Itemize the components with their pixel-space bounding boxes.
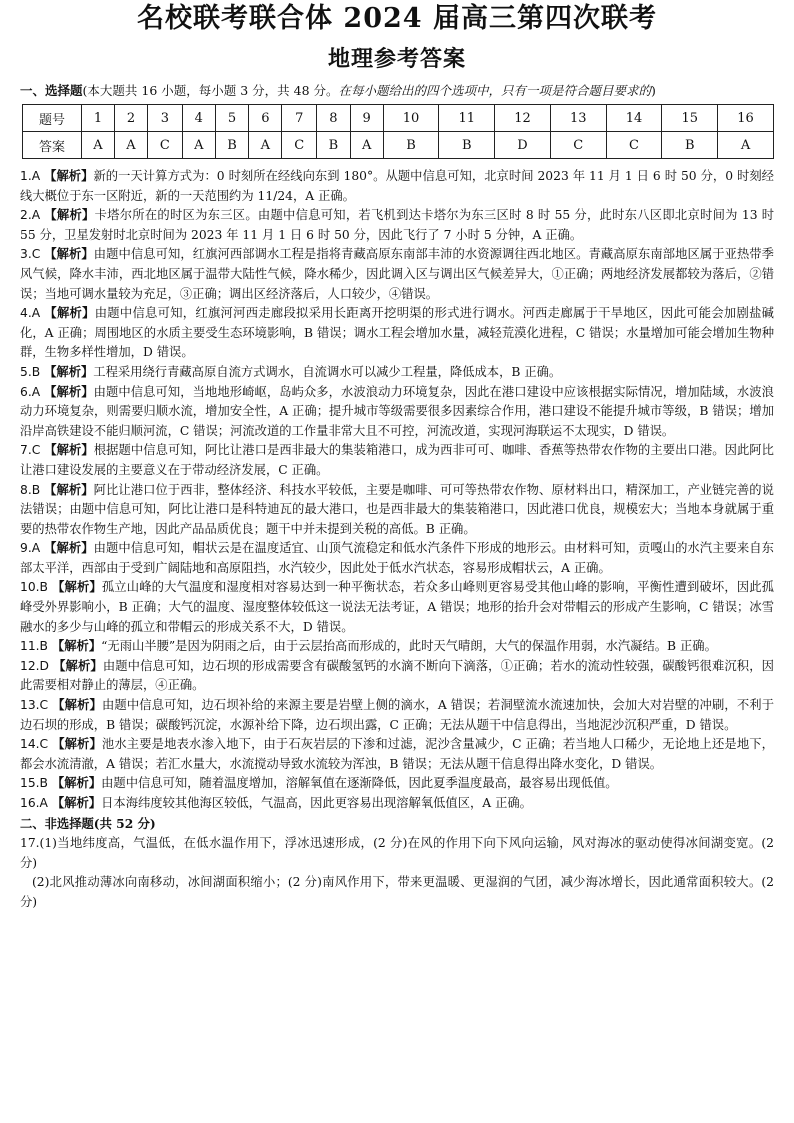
q17-part-1: 17.(1)当地纬度高，气温低，在低水温作用下，浮冰迅速形成，(2 分)在风的作用下向下风向运输，风对海冰的驱动使得冰间湖变宽。(2 分) (20, 836, 774, 870)
item-number: 2.A (20, 208, 41, 223)
answer-table-row-answers (23, 132, 774, 159)
answer-cell: B (215, 132, 249, 159)
item-number: 10.B (20, 580, 48, 595)
question-number: 15 (662, 105, 718, 132)
analysis-tag: 【解析】 (52, 580, 102, 595)
q17-part-2: (2)北风推动薄冰向南移动，冰间湖面积缩小；(2 分)南风作用下，带来更温暖、更湿润的气团，减少海冰增长，因此通常面积较大。(2 分) (20, 875, 774, 909)
item-text: 根据题中信息可知，阿比让港口是西非最大的集装箱港口，成为西非可可、咖啡、香蕉等热带农作物的主要出口港。因此阿比让港口建设发展的主要意义在于带动经济发展，C 正确。 (20, 443, 774, 477)
analysis-tag: 【解析】 (44, 541, 94, 556)
section-heading-non-choice (20, 814, 774, 835)
answer-cell: B (439, 132, 495, 159)
answer-cell: A (182, 132, 215, 159)
item-number: 9.A (20, 541, 41, 556)
exam-title: 名校联考联合体 2024 届高三第四次联考 (137, 3, 657, 34)
item-text: 阿比让港口位于西非，整体经济、科技水平较低，主要是咖啡、可可等热带农作物、原材料出口，精深加工，产业链完善的说法错误；由题中信息可知，阿比让港口是科特迪瓦的最大港口，也是西非最大的集装箱港口，因此港口优良，规模宏大；当地本身就属于重要的热带农作物生产地，因此产品品质优良；题干中并未提到关税的高低。B 正确。 (20, 482, 774, 536)
item-text: 新的一天计算方式为：0 时刻所在经线向东到 180°。从题中信息可知，北京时间 2023 年 11 月 1 日 6 时 50 分，0 时刻经线大概位于东一区附近，新的一天范围约为 11/24，A 正确。 (20, 169, 774, 203)
analysis-tag: 【解析】 (51, 639, 102, 654)
question-number: 8 (317, 105, 351, 132)
section-note-end: ) (651, 83, 656, 98)
question-number: 14 (606, 105, 662, 132)
item-text: 由题中信息可知，红旗河河西走廊段拟采用长距离开挖明渠的形式进行调水。河西走廊属于干旱地区，因此可能会加剧盐碱化，A 正确；周围地区的水质主要受生态环境影响，B 错误；调水工程会增加水量，减轻荒漠化进程，C 错误；水量增加可能会增加生物种群，生物多样性增加，D 错误。 (20, 306, 774, 360)
analysis-tag: 【解析】 (52, 737, 102, 752)
explanation-item (20, 657, 774, 696)
item-number: 14.C (20, 737, 49, 752)
item-number: 12.D (20, 658, 50, 673)
item-text: 孤立山峰的大气温度和湿度相对容易达到一种平衡状态，若众多山峰则更容易受其他山峰的影响，平衡性遭到破坏，因此孤峰受外界影响小，B 正确；大气的温度、湿度整体较低这一说法无法考证，A 错误；地形的抬升会对带帽云的形成产生影响，C 错误；冰雪融水的多少与山峰的孤立和带帽云的形成关系不大，D 错误。 (20, 580, 774, 634)
section-title: 一、选择题 (20, 83, 83, 98)
answer-cell: A (82, 132, 115, 159)
item-text: 工程采用绕行青藏高原自流方式调水，自流调水可以减少工程量，降低成本，B 正确。 (93, 364, 562, 379)
answer-cell: C (148, 132, 183, 159)
explanation-item (20, 735, 774, 774)
explanation-item (20, 383, 774, 442)
answer-cell: C (550, 132, 606, 159)
analysis-tag: 【解析】 (51, 796, 102, 810)
answer-table-row-numbers (23, 105, 774, 132)
answer-cell: C (282, 132, 317, 159)
explanation-item (20, 245, 774, 304)
answer-cell: A (718, 132, 774, 159)
item-text: 由题中信息可知，当地地形崎岖，岛屿众多，水波浪动力环境复杂，因此在港口建设中应该根据实际情况，增加陆域，水波浪动力环境复杂，则需要归顺水流，增加安全性，A 正确；提升城市等级需要很多因素综合作用，港口建设不能提升城市等级，B 错误；增加沿岸高铁建设不能归顺河流，C 错误；河流改道的工作量非常大且不可控，河流改道，实现河海联运不太现实，D 错误。 (20, 384, 774, 438)
item-number: 15.B (20, 776, 48, 791)
section-note: (本大题共 16 小题，每小题 3 分，共 48 分。 (82, 83, 339, 98)
item-text: “无雨山半腰”是因为阴雨之后，由于云层抬高而形成的，此时天气晴朗，大气的保温作用弱，水汽凝结。B 正确。 (101, 639, 717, 654)
analysis-tag: 【解析】 (44, 482, 94, 497)
item-text: 卡塔尔所在的时区为东三区。由题中信息可知，若飞机到达卡塔尔为东三区时 8 时 55 分，此时东八区即北京时间为 13 时 55 分，卫星发射时北京时间为 2023 年 11 月 1 日 6 时 50 分，因此飞行了 7 小时 5 分钟，A 正确。 (20, 208, 774, 242)
item-number: 6.A (20, 384, 41, 399)
question-number: 13 (550, 105, 606, 132)
explanation-item (20, 578, 774, 637)
explanation-item (20, 539, 774, 578)
answer-cell: D (495, 132, 551, 159)
item-number: 7.C (20, 443, 41, 458)
item-number: 5.B (20, 364, 41, 379)
item-text: 由题中信息可知，随着温度增加，溶解氧值在逐渐降低，因此夏季温度最高，最容易出现低值。 (101, 776, 618, 791)
item-text: 池水主要是地表水渗入地下，由于石灰岩层的下渗和过滤，泥沙含量减少，C 正确；若当地人口稀少，无论地上还是地下，都会水流清澈，A 错误；若汇水量大，水流搅动导致水流较为浑浊，B 错误；无法从题干信息得出降水变化，D 错误。 (20, 737, 774, 771)
item-text: 由题中信息可知，边石坝补给的来源主要是岩壁上侧的滴水，A 错误；若洞壁流水流速加快，会加大对岩壁的冲刷，不利于边石坝的形成，B 错误；碳酸钙沉淀，水源补给下降，边石坝出露，C 正确；无法从题干中信息得出，当地泥沙沉积严重，D 错误。 (20, 698, 774, 732)
explanation-item (20, 794, 774, 814)
item-number: 4.A (20, 306, 41, 321)
answer-cell: C (606, 132, 662, 159)
explanation-item (20, 481, 774, 540)
doc-title: 地理参考答案 (327, 47, 466, 72)
item-text: 日本海纬度较其他海区较低，气温高，因此更容易出现溶解氧低值区，A 正确。 (101, 796, 532, 810)
question-number: 4 (182, 105, 215, 132)
explanation-item (20, 363, 774, 383)
answer-cell: A (249, 132, 282, 159)
analysis-tag: 【解析】 (44, 443, 94, 458)
question-number: 10 (383, 105, 439, 132)
analysis-tag: 【解析】 (44, 169, 94, 183)
explanation-item (20, 696, 774, 735)
item-number: 16.A (20, 796, 48, 810)
analysis-tag: 【解析】 (52, 698, 102, 713)
explanation-item (20, 167, 774, 206)
section-heading-multiple-choice (20, 82, 774, 100)
analysis-tag: 【解析】 (53, 658, 103, 673)
question-number: 16 (718, 105, 774, 132)
question-number: 5 (215, 105, 249, 132)
item-text: 由题中信息可知，帽状云是在温度适宜、山顶气流稳定和低水汽条件下形成的地形云。由材料可知，贡嘎山的水汽主要来自东部太平洋，西部由于受到广阔陆地和高原阻挡，水汽较少，因此处于低水汽状态，容易形成帽状云，A 正确。 (20, 541, 774, 575)
item-number: 1.A (20, 169, 41, 183)
explanation-item (20, 441, 774, 480)
row-label-number: 题号 (23, 105, 82, 132)
question-number: 12 (495, 105, 551, 132)
question-number: 6 (249, 105, 282, 132)
item-text: 由题中信息可知，边石坝的形成需要含有碳酸氢钙的水滴不断向下滴落，①正确；若水的流动性较强，碳酸钙很难沉积，因此需要相对静止的薄层，④正确。 (20, 658, 774, 693)
question-number: 1 (82, 105, 115, 132)
question-number: 3 (148, 105, 183, 132)
row-label-answer: 答案 (23, 132, 82, 159)
analysis-tag: 【解析】 (44, 306, 95, 321)
section-note-italic: 在每小题给出的四个选项中，只有一项是符合题目要求的 (338, 83, 652, 98)
analysis-tag: 【解析】 (44, 247, 94, 262)
section-title: 二、非选择题(共 52 分) (20, 815, 156, 831)
analysis-tag: 【解析】 (51, 776, 102, 791)
answer-table (22, 104, 774, 159)
explanation-item (20, 206, 774, 245)
item-text: 由题中信息可知，红旗河西部调水工程是指将青藏高原东南部丰沛的水资源调往西北地区。青藏高原东南部地区属于亚热带季风气候，降水丰沛，西北地区属于温带大陆性气候，降水稀少，因此调入区与调出区气候差异大，①正确；两地经济发展都较为落后，②错误；当地可调水量较为充足，③正确；调出区经济落后，人口较少，④错误。 (20, 247, 774, 301)
item-number: 13.C (20, 698, 49, 713)
question-number: 7 (282, 105, 317, 132)
answer-cell: B (317, 132, 351, 159)
explanation-item (20, 304, 774, 363)
explanations (20, 167, 774, 913)
question-number: 9 (350, 105, 383, 132)
answer-cell: A (350, 132, 383, 159)
analysis-tag: 【解析】 (44, 364, 94, 379)
item-number: 11.B (20, 639, 48, 654)
question-number: 11 (439, 105, 495, 132)
analysis-tag: 【解析】 (44, 384, 94, 399)
item-number: 8.B (20, 482, 41, 497)
answer-cell: B (383, 132, 439, 159)
answer-cell: A (115, 132, 148, 159)
question-number: 2 (115, 105, 148, 132)
explanation-item (20, 774, 774, 794)
item-number: 3.C (20, 247, 41, 262)
analysis-tag: 【解析】 (44, 208, 95, 223)
answer-cell: B (662, 132, 718, 159)
explanation-item (20, 637, 774, 657)
